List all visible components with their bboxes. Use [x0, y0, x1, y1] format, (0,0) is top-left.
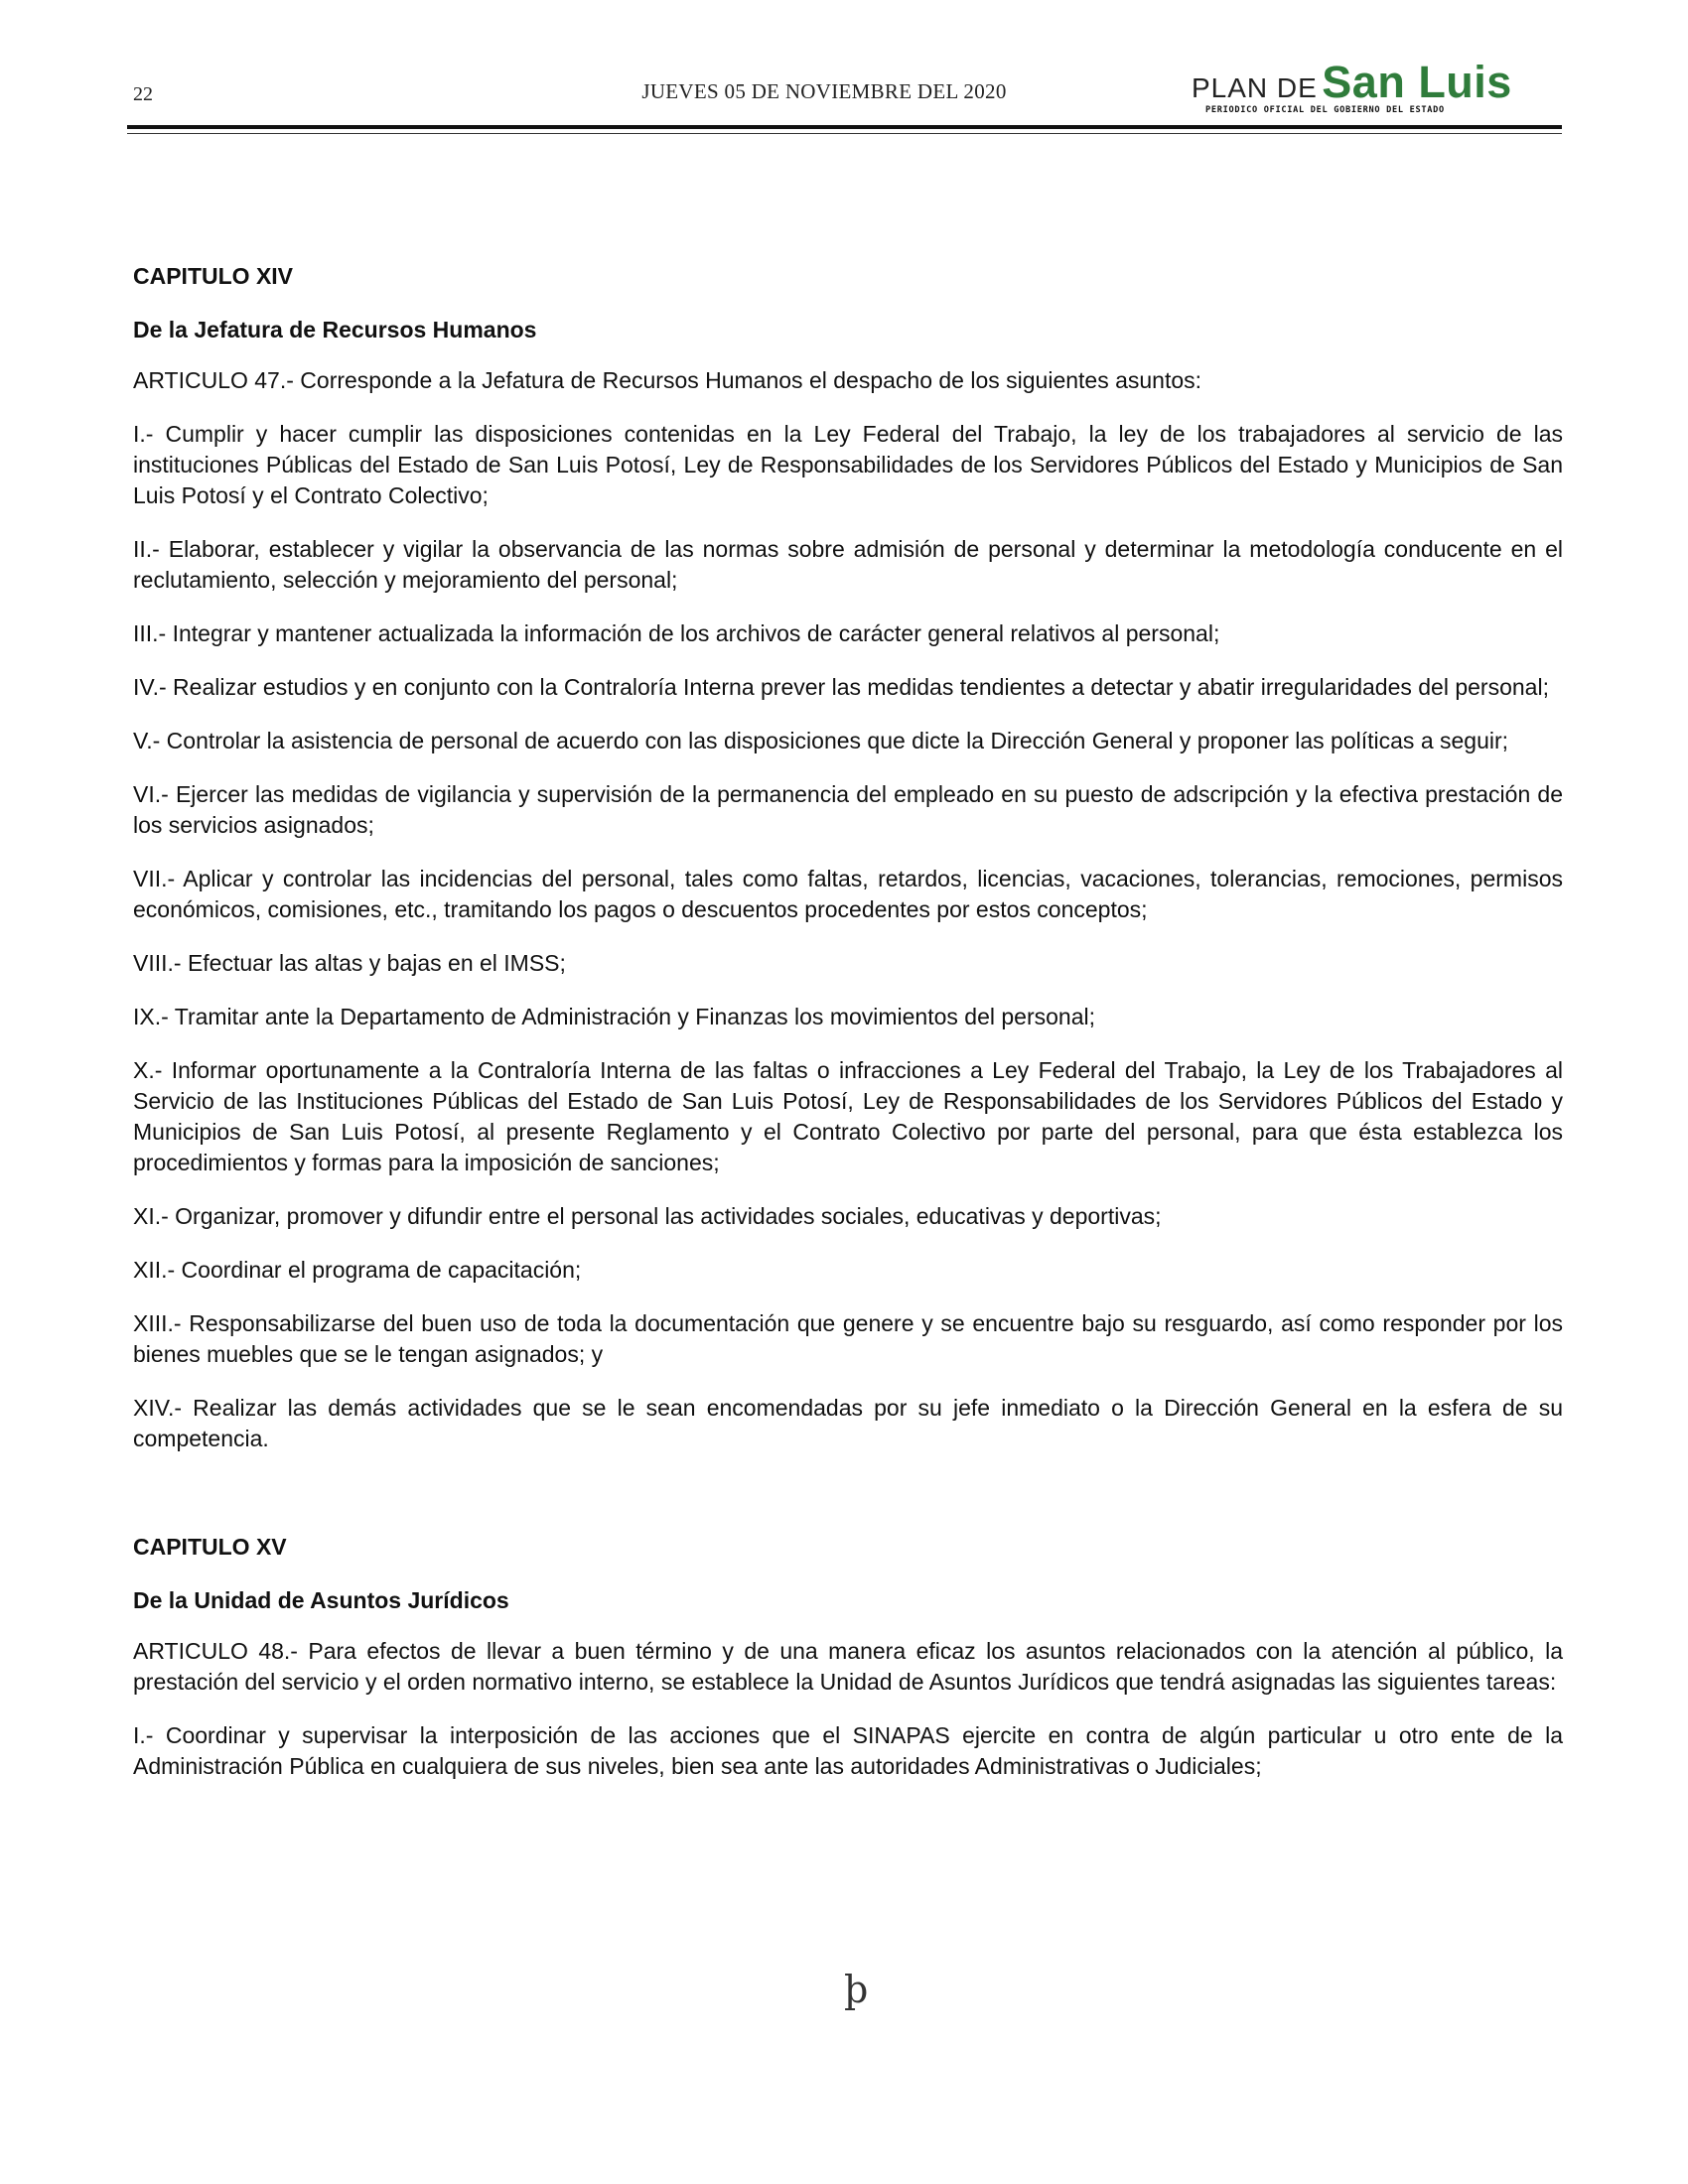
- article-47-item-iv: IV.- Realizar estudios y en conjunto con la Contraloría Interna prever las medidas tendientes a detectar y abatir irregularidades del personal;: [133, 674, 1549, 700]
- article-47-item-v: V.- Controlar la asistencia de personal de acuerdo con las disposiciones que dicte la Dirección General y proponer las políticas a seguir;: [133, 728, 1509, 753]
- article-48-item-i: I.- Coordinar y supervisar la interposición de las acciones que el SINAPAS ejercite en contra de algún particular u otro ente de la Administración Pública en cualquiera de sus niveles, bien sea ante las autoridades Administrativas o Judiciales;: [133, 1722, 1563, 1779]
- article-47-item-xii: XII.- Coordinar el programa de capacitación;: [133, 1257, 582, 1283]
- article-47-item-xi: XI.- Organizar, promover y difundir entre el personal las actividades sociales, educativas y deportivas;: [133, 1203, 1162, 1229]
- document-body: [133, 260, 1563, 1805]
- section-spacer: [133, 1477, 1563, 1531]
- article-47-item-ii: II.- Elaborar, establecer y vigilar la observancia de las normas sobre admisión de personal y determinar la metodología conducente en el reclutamiento, selección y mejoramiento del personal;: [133, 536, 1563, 593]
- article-47-item-xiv: XIV.- Realizar las demás actividades que se le sean encomendadas por su jefe inmediato o la Dirección General en la esfera de su competencia.: [133, 1395, 1563, 1451]
- header-rule-thin: [127, 133, 1562, 134]
- issue-date: JUEVES 05 DE NOVIEMBRE DEL 2020: [641, 79, 1007, 103]
- article-47-item-ix: IX.- Tramitar ante la Departamento de Administración y Finanzas los movimientos del personal;: [133, 1004, 1095, 1029]
- article-48: ARTICULO 48.- Para efectos de llevar a buen término y de una manera eficaz los asuntos relacionados con la atención al público, la prestación del servicio y el orden normativo interno, se establece la Unidad de Asuntos Jurídicos que tendrá asignadas las siguientes tareas:: [133, 1638, 1563, 1695]
- article-47-item-iii: III.- Integrar y mantener actualizada la información de los archivos de carácter general relativos al personal;: [133, 620, 1220, 646]
- article-47-item-x: X.- Informar oportunamente a la Contraloría Interna de las faltas o infracciones a Ley Federal del Trabajo, la Ley de los Trabajadores al Servicio de las Instituciones Públicas del Estado de San Luis Potosí, Ley de Responsabilidades de los Servidores Públicos del Estado y Municipios de San Luis Potosí, al presente Reglamento y el Contrato Colectivo por parte del personal, para que ésta establezca los procedimientos y formas para la imposición de sanciones;: [133, 1057, 1563, 1175]
- header-rule-thick: [127, 125, 1562, 129]
- chapter-xv-subtitle: De la Unidad de Asuntos Jurídicos: [133, 1587, 509, 1613]
- article-47: ARTICULO 47.- Corresponde a la Jefatura de Recursos Humanos el despacho de los siguientes asuntos:: [133, 367, 1202, 393]
- logo-prefix: PLAN DE: [1192, 72, 1318, 103]
- chapter-xiv-section: [133, 260, 1563, 1454]
- logo-title: [1192, 57, 1512, 107]
- logo-name: San Luis: [1322, 57, 1512, 107]
- article-47-item-vii: VII.- Aplicar y controlar las incidencias del personal, tales como faltas, retardos, licencias, vacaciones, tolerancias, remociones, permisos económicos, comisiones, etc., tramitando los pagos o descuentos procedentes por estos conceptos;: [133, 866, 1563, 922]
- article-47-item-xiii: XIII.- Responsabilizarse del buen uso de toda la documentación que genere y se encuentre bajo su resguardo, así como responder por los bienes muebles que se le tengan asignados; y: [133, 1310, 1563, 1367]
- logo-subtitle: PERIODICO OFICIAL DEL GOBIERNO DEL ESTADO: [1205, 105, 1445, 115]
- article-47-item-vi: VI.- Ejercer las medidas de vigilancia y supervisión de la permanencia del empleado en su puesto de adscripción y la efectiva prestación de los servicios asignados;: [133, 781, 1563, 838]
- page-number: 22: [133, 83, 153, 105]
- article-47-item-i: I.- Cumplir y hacer cumplir las disposiciones contenidas en la Ley Federal del Trabajo, la ley de los trabajadores al servicio de las instituciones Públicas del Estado de San Luis Potosí, Ley de Responsabilidades de los Servidores Públicos del Estado y Municipios de San Luis Potosí y el Contrato Colectivo;: [133, 421, 1563, 508]
- newspaper-logo: [1192, 57, 1519, 119]
- chapter-xv-title: CAPITULO XV: [133, 1534, 287, 1560]
- chapter-xiv-subtitle: De la Jefatura de Recursos Humanos: [133, 317, 537, 342]
- chapter-xv-section: [133, 1531, 1563, 1782]
- chapter-xiv-title: CAPITULO XIV: [133, 263, 294, 289]
- folio-mark: þ: [844, 1968, 869, 2011]
- article-47-item-viii: VIII.- Efectuar las altas y bajas en el IMSS;: [133, 950, 566, 976]
